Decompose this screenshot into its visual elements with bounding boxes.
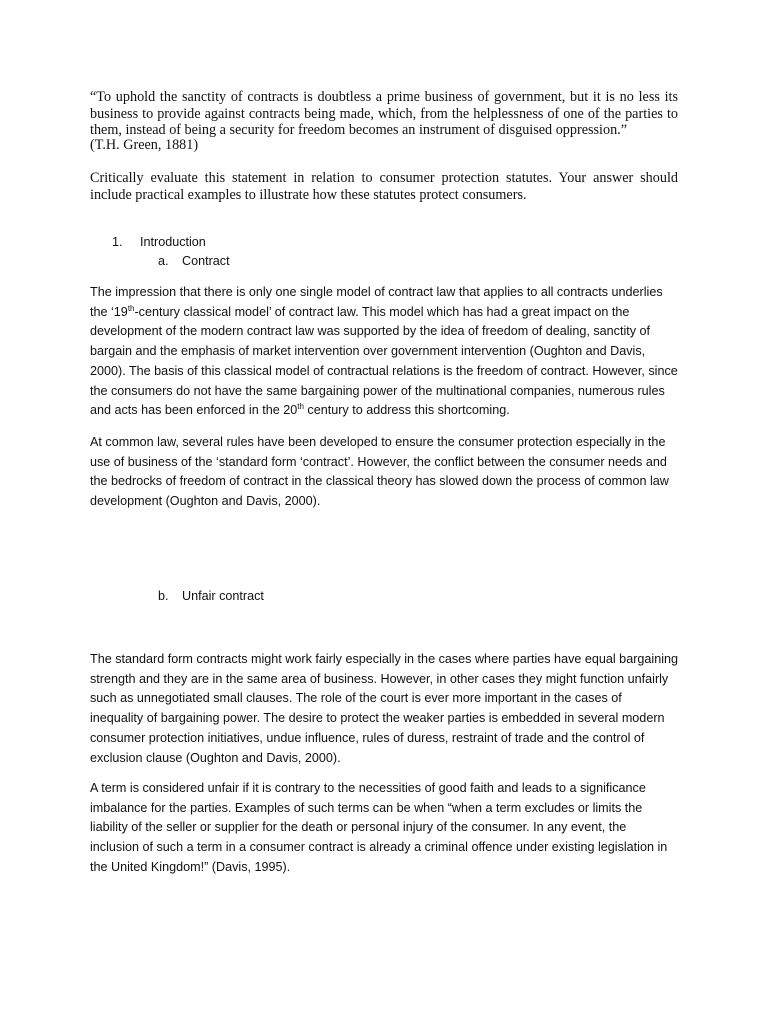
- paragraph-text: -century classical model’ of contract law. This model which has had a great impact on the development of the modern contract law was supported by the idea of freedom of dealing, sanctity of bargain and the emphasis of market intervention over government intervention (Oughton and Davis, 2000). The basis of this classical model of contractual relations is the freedom of contract. However, since the consumers do not have the same bargaining power of the multinational companies, numerous rules and acts has been enforced in the 20: [90, 304, 678, 418]
- paragraph-unfair-1: The standard form contracts might work fairly especially in the cases where parties have equal bargaining strength and they are in the same area of business. However, in other cases they might function unfairly such as unnegotiated small clauses. The role of the court is ever more important in the cases of inequality of bargaining power. The desire to protect the weaker parties is embedded in several modern consumer protection initiatives, undue influence, rules of duress, restraint of trade and the control of exclusion clause (Oughton and Davis, 2000).: [90, 652, 679, 765]
- paragraph-text: The impression that there is only one single model of contract law that applies to all contracts underlies the ‘19: [90, 285, 663, 319]
- section-heading-introduction: [112, 233, 206, 253]
- paragraph-text: century to address this shortcoming.: [303, 403, 510, 418]
- subheading-letter: a.: [158, 254, 169, 268]
- paragraph-contract-1: [90, 283, 678, 421]
- paragraph-unfair-2: A term is considered unfair if it is contrary to the necessities of good faith and leads to a significance imbalance for the parties. Examples of such terms can be when “when a term excludes or limits the liability of the seller or supplier for the death or personal injury of the consumer. In any event, the inclusion of such a term in a consumer contract is already a criminal offence under existing legislation in the United Kingdom!” (Davis, 1995).: [90, 781, 668, 874]
- quote-attribution: (T.H. Green, 1881): [90, 137, 199, 153]
- subheading-title: Unfair contract: [182, 589, 264, 603]
- subheading-contract: [158, 252, 230, 272]
- superscript: th: [297, 402, 304, 412]
- subheading-letter: b.: [158, 589, 169, 603]
- subheading-title: Contract: [182, 254, 230, 268]
- superscript: th: [127, 303, 135, 313]
- opening-quote: “To uphold the sanctity of contracts is doubtless a prime business of government, but it is no less its business to provide against contracts being made, which, from the helplessness of one of the parties to them, instead of being a security for freedom becomes an instrument of disguised oppression.”: [90, 89, 678, 139]
- section-number: 1.: [112, 235, 123, 249]
- paragraph-contract-2: At common law, several rules have been developed to ensure the consumer protection especially in the use of business of the ‘standard form ‘contract’. However, the conflict between the consumer needs and the bedrocks of freedom of contract in the classical theory has slowed down the process of common law development (Oughton and Davis, 2000).: [90, 435, 669, 509]
- essay-question: Critically evaluate this statement in relation to consumer protection statutes. Your answer should include practical examples to illustrate how these statutes protect consumers.: [90, 170, 678, 203]
- subheading-unfair-contract: [158, 587, 264, 607]
- section-title: Introduction: [140, 235, 206, 249]
